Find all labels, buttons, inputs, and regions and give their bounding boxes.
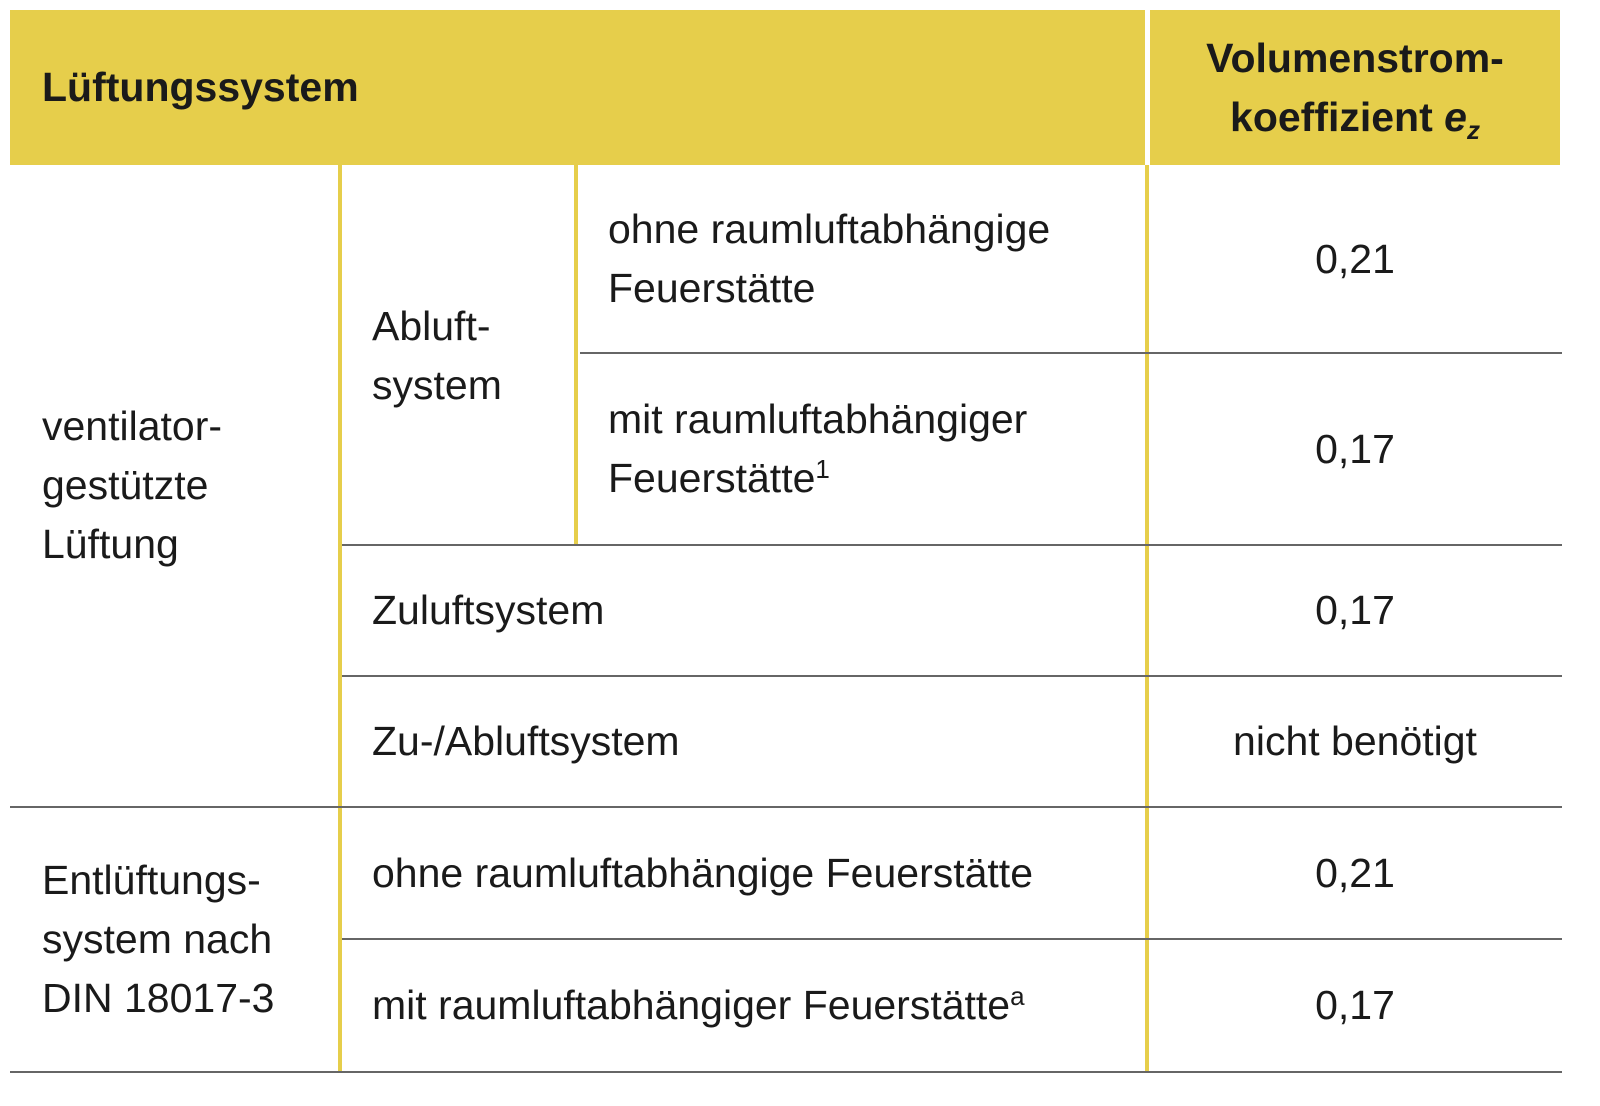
separator-value-column [1145,165,1149,1073]
abluft-system-label: Abluft- system [372,303,502,408]
rule-table-bottom [10,1071,1562,1073]
footnote-marker: 1 [815,454,830,484]
row-din-ohne-value: 0,21 [1315,849,1395,896]
header-coefficient-subscript: z [1466,114,1480,145]
header-coefficient-line2: koeffizient $e_z$ [1230,93,1480,145]
row-din-mit-description: mit raumluftabhängiger Feuerstätte$^a$ [372,981,1025,1028]
row-abluft-ohne-description: ohne raumluftabhängige Feuerstätte [608,206,1051,311]
row-zu-abluft-description: Zu-/Abluftsystem [372,718,680,764]
row-abluft-mit-description: mit raumluftabhängiger Feuerstätte$^1$ [608,396,1028,501]
row-zuluft-value: 0,17 [1315,587,1395,633]
footnote-marker: a [1010,981,1025,1011]
separator-abluft-column [574,165,578,545]
row-zuluft-description: Zuluftsystem [372,587,605,633]
header-system-label: Lüftungssystem [42,64,359,110]
header-coefficient-symbol: e [1444,93,1467,140]
group-ventilator-label: ventilator- gestützte Lüftung [42,403,223,567]
group-din-label: Entlüftungs- system nach DIN 18017-3 [42,857,275,1021]
row-abluft-ohne-value: 0,21 [1315,235,1395,282]
row-abluft-mit-value: 0,17 [1315,425,1395,472]
header-coefficient-line1: Volumenstrom- [1206,34,1504,81]
separator-group-column [338,165,342,1073]
row-zu-abluft-value: nicht benötigt [1233,718,1477,764]
header-coefficient-label [1150,10,1560,165]
row-din-mit-value: 0,17 [1315,982,1395,1028]
row-din-ohne-description: ohne raumluftabhängige Feuerstätte [372,849,1034,896]
